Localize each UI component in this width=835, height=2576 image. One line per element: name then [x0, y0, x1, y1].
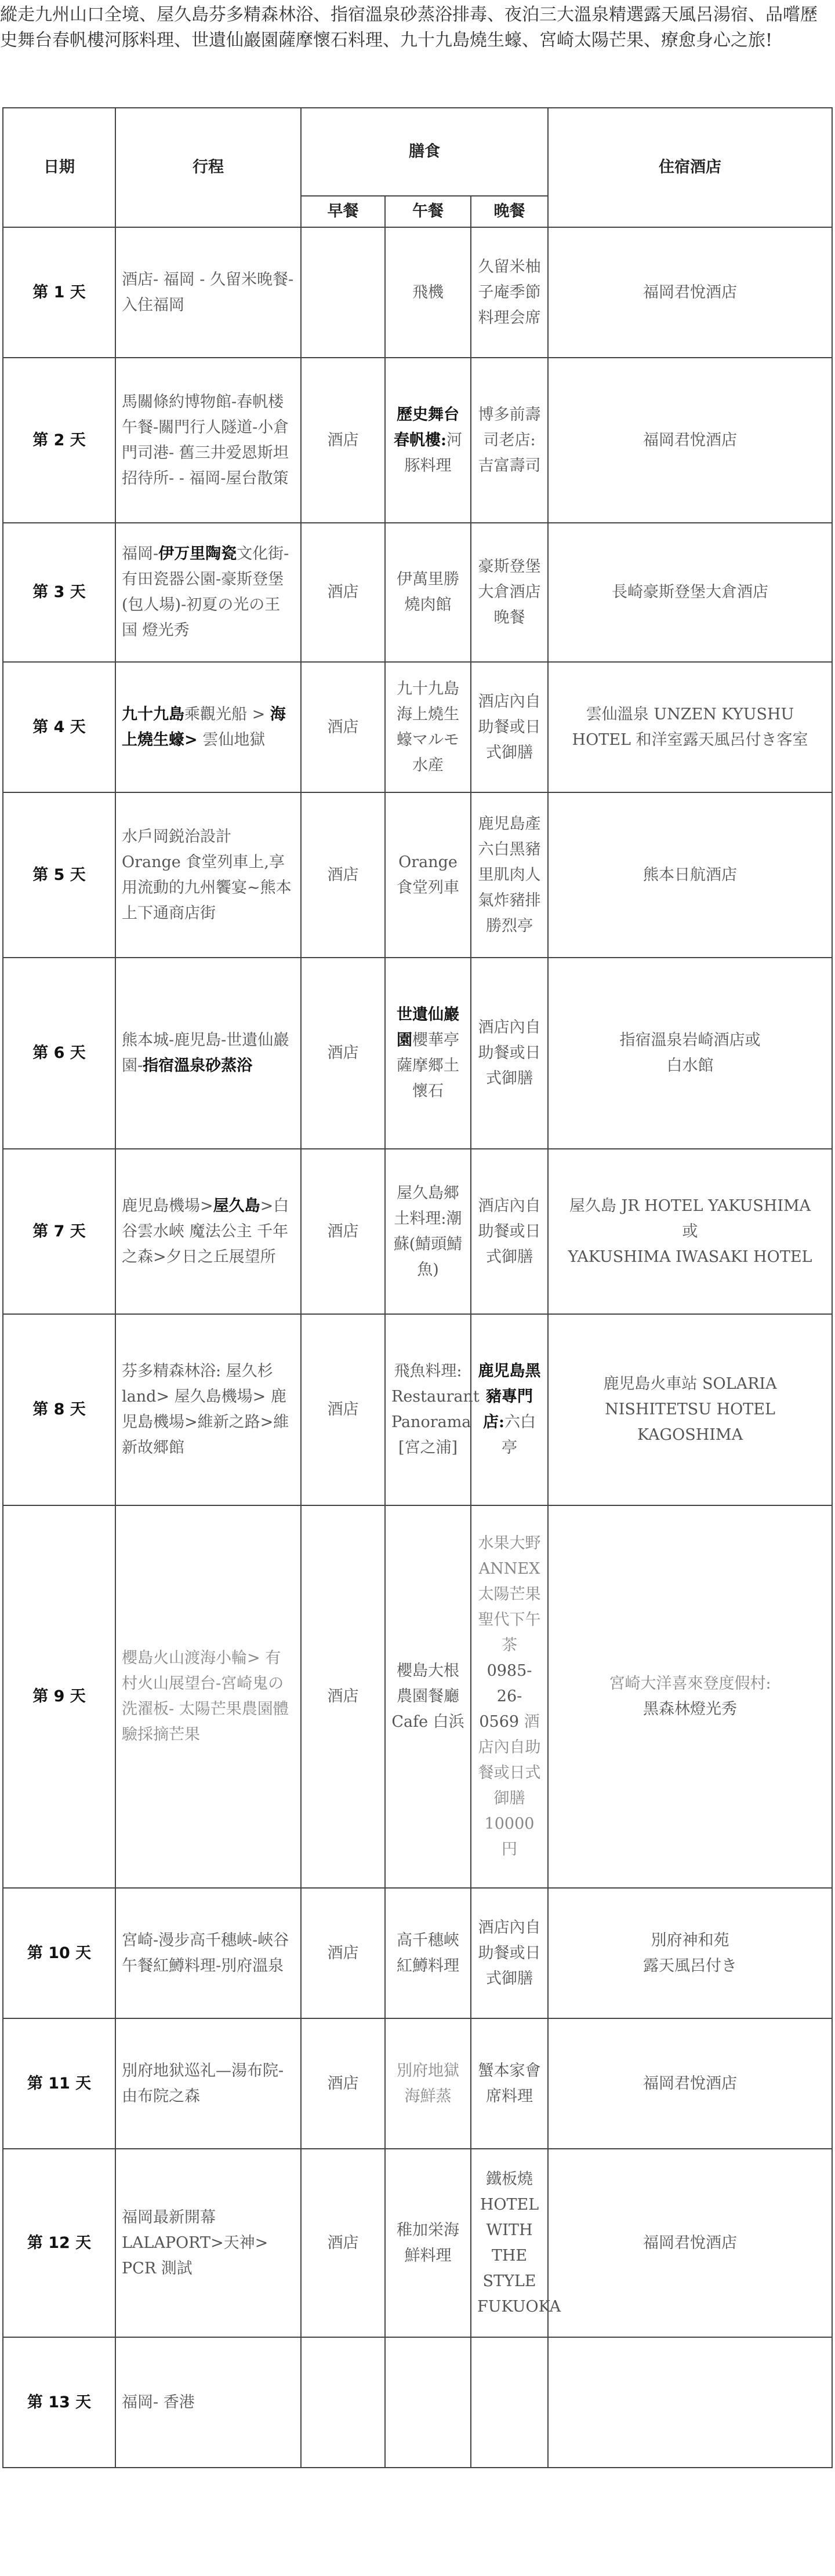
lunch-cell: [385, 2337, 471, 2468]
lunch-text: Orange 食堂列車: [397, 853, 459, 897]
day-cell: 第 7 天: [3, 1149, 115, 1314]
hotel-text: 黑森林燈光秀: [643, 1700, 738, 1718]
dinner-text: 豪斯登堡大倉酒店晚餐: [478, 558, 541, 627]
hotel-text: 福岡君悅酒店: [643, 431, 738, 449]
day-cell: 第 6 天: [3, 958, 115, 1149]
breakfast-cell: 酒店: [301, 958, 385, 1149]
lunch-text: 九十九島海上燒生蠔マルモ水産: [397, 679, 459, 774]
intro-text: 縱走九州山口全境、屋久島芬多精森林浴、指宿溫泉砂蒸浴排毒、夜泊三大溫泉精選露天風呂湯宿、品嚐歷史舞台春帆樓河豚料理、世遺仙巖園薩摩懷石料理、九十九島燒生蠔、宮崎太陽芒果、療愈身心之旅!: [0, 5, 818, 50]
breakfast-cell: 酒店: [301, 662, 385, 792]
day-cell: 第 4 天: [3, 662, 115, 792]
hotel-cell: [548, 1505, 832, 1888]
route-text: 芬多精森林浴: 屋久杉 land> 屋久島機場> 鹿児島機場>維新之路>維新故郷館: [122, 1362, 289, 1457]
dinner-cell: [471, 523, 548, 662]
dinner-cell: [471, 1314, 548, 1505]
lunch-text: 別府地獄海鮮蒸: [397, 2061, 459, 2105]
dinner-text: 鹿児島黑豬專門店:: [478, 1362, 541, 1431]
route-cell: [115, 2337, 301, 2468]
hotel-text: 福岡君悅酒店: [643, 283, 738, 301]
dinner-cell: [471, 1505, 548, 1888]
lunch-cell: [385, 227, 471, 358]
hotel-cell: [548, 958, 832, 1149]
hotel-cell: [548, 523, 832, 662]
lunch-text: 飛機: [412, 283, 444, 301]
route-text: 水戶岡鋭治設計 Orange 食堂列車上,享用流動的九州饗宴~熊本上下通商店街: [122, 827, 292, 922]
day-cell: 第 1 天: [3, 227, 115, 358]
hotel-cell: [548, 1314, 832, 1505]
route-text: 伊万里陶瓷: [158, 545, 237, 563]
dinner-cell: [471, 358, 548, 523]
itinerary-row: [3, 792, 832, 958]
route-cell: [115, 227, 301, 358]
breakfast-cell: 酒店: [301, 1149, 385, 1314]
dinner-cell: [471, 792, 548, 958]
header-route: 行程: [115, 108, 301, 227]
hotel-cell: [548, 662, 832, 792]
lunch-text: 屋久島郷土料理:潮蘇(鯖頭鯖魚): [393, 1184, 463, 1279]
route-cell: [115, 523, 301, 662]
lunch-cell: [385, 358, 471, 523]
breakfast-cell: 酒店: [301, 523, 385, 662]
day-cell: 第 5 天: [3, 792, 115, 958]
hotel-text: 福岡君悅酒店: [643, 2233, 738, 2252]
lunch-cell: [385, 2149, 471, 2337]
breakfast-cell: 酒店: [301, 2018, 385, 2149]
dinner-text: 久留米柚子庵季節料理会席: [478, 257, 541, 327]
header-hotel: 住宿酒店: [548, 108, 832, 227]
day-cell: 第 13 天: [3, 2337, 115, 2468]
hotel-cell: [548, 227, 832, 358]
breakfast-cell: 酒店: [301, 1314, 385, 1505]
route-cell: [115, 1149, 301, 1314]
lunch-cell: [385, 792, 471, 958]
itinerary-row: [3, 227, 832, 358]
route-text: 屋久島: [213, 1196, 260, 1215]
route-text: 熊本城-鹿児島-世遺仙巖園-: [122, 1031, 289, 1075]
route-cell: [115, 358, 301, 523]
route-text: 鹿児島機場>: [122, 1196, 213, 1215]
route-cell: [115, 2018, 301, 2149]
lunch-cell: [385, 523, 471, 662]
hotel-text: 別府神和苑: [651, 1931, 729, 1949]
header-dinner: 晚餐: [471, 196, 548, 227]
route-text: 福岡- 香港: [122, 2393, 195, 2411]
route-text: 海上燒生蠔>: [122, 705, 286, 749]
dinner-cell: [471, 2337, 548, 2468]
itinerary-row: [3, 1505, 832, 1888]
dinner-text: 鐵板燒 HOTEL WITH THE STYLE FUKUOKA: [477, 2170, 561, 2316]
itinerary-row: [3, 358, 832, 523]
route-text: 雲仙地獄: [197, 730, 266, 749]
itinerary-row: [3, 2018, 832, 2149]
hotel-cell: [548, 358, 832, 523]
itinerary-row: [3, 1888, 832, 2018]
lunch-cell: [385, 2018, 471, 2149]
lunch-cell: [385, 1888, 471, 2018]
route-cell: [115, 1314, 301, 1505]
route-cell: [115, 662, 301, 792]
day-cell: 第 11 天: [3, 2018, 115, 2149]
breakfast-cell: 酒店: [301, 792, 385, 958]
itinerary-table: [2, 107, 833, 2468]
route-cell: [115, 2149, 301, 2337]
route-text: 指宿溫泉砂蒸浴: [143, 1057, 253, 1075]
route-text: 櫻島火山渡海小輪> 有村火山展望台-宮崎鬼の洗濯板- 太陽芒果農園體驗採摘芒果: [122, 1649, 289, 1744]
dinner-text: 酒店內自助餐或日式御膳: [478, 1918, 541, 1988]
day-cell: 第 9 天: [3, 1505, 115, 1888]
itinerary-row: [3, 662, 832, 792]
lunch-text: 稚加栄海鮮料理: [397, 2221, 459, 2265]
breakfast-cell: 酒店: [301, 1888, 385, 2018]
hotel-cell: [548, 792, 832, 958]
route-text: 文化街-有田瓷器公園-豪斯登堡(包人場)-初夏の光の王国 燈光秀: [122, 545, 289, 639]
lunch-text: 櫻華亭薩摩郷土懷石: [397, 1031, 459, 1100]
itinerary-row: [3, 2337, 832, 2468]
dinner-text: 酒店內自助餐或日式御膳: [478, 692, 541, 762]
lunch-text: 伊萬里勝燒肉館: [397, 570, 459, 614]
breakfast-cell: [301, 2337, 385, 2468]
hotel-text: 雲仙溫泉 UNZEN KYUSHU HOTEL 和洋室露天風呂付き客室: [572, 705, 808, 749]
hotel-text: 鹿児島火車站 SOLARIA NISHITETSU HOTEL KAGOSHIMA: [603, 1375, 777, 1444]
itinerary-row: [3, 958, 832, 1149]
dinner-text: 博多前壽司老店:吉富壽司: [478, 405, 541, 475]
breakfast-cell: 酒店: [301, 358, 385, 523]
dinner-cell: [471, 227, 548, 358]
route-cell: [115, 1888, 301, 2018]
day-cell: 第 12 天: [3, 2149, 115, 2337]
dinner-text: 酒店內自助餐或日式御膳 10000 円: [478, 1713, 541, 1858]
hotel-text: 宮崎大洋喜來登度假村:: [609, 1675, 771, 1693]
itinerary-row: [3, 523, 832, 662]
route-text: 福岡最新開幕 LALAPORT>天神> PCR 測試: [122, 2208, 268, 2277]
dinner-text: 鹿児島產六白黑豬里肌肉人氣炸豬排 勝烈亭: [478, 814, 541, 935]
itinerary-row: [3, 1149, 832, 1314]
route-cell: [115, 958, 301, 1149]
lunch-text: 高千穗峽紅鱒料理: [397, 1931, 459, 1975]
lunch-cell: [385, 1314, 480, 1505]
route-text: 乘觀光船 >: [184, 705, 270, 723]
day-cell: 第 2 天: [3, 358, 115, 523]
route-text: 別府地狱巡礼—湯布院- 由布院之森: [122, 2061, 284, 2105]
lunch-text: 河豚料理: [404, 431, 462, 475]
hotel-text: 指宿溫泉岩崎酒店或: [619, 1031, 761, 1049]
hotel-cell: [548, 2018, 832, 2149]
dinner-cell: [471, 662, 548, 792]
breakfast-cell: 酒店: [301, 2149, 385, 2337]
header-meals: 膳食: [301, 108, 548, 196]
route-text: 酒店- 福岡 - 久留米晚餐-入住福岡: [122, 270, 294, 314]
route-cell: [115, 792, 301, 958]
lunch-text: 世遺仙巖園: [397, 1006, 459, 1049]
header-breakfast: 早餐: [301, 196, 385, 227]
lunch-cell: [385, 662, 471, 792]
route-text: 宮崎-漫步高千穗峽-峽谷午餐紅鱒料理-別府溫泉: [122, 1931, 289, 1975]
header-lunch: 午餐: [385, 196, 471, 227]
hotel-cell: [548, 1149, 832, 1314]
hotel-text: 長崎豪斯登堡大倉酒店: [612, 583, 769, 601]
dinner-text: 酒店內自助餐或日式御膳: [478, 1196, 541, 1266]
hotel-text: 露天風呂付き: [643, 1956, 738, 1975]
dinner-cell: [471, 958, 548, 1149]
hotel-text: 白水館: [666, 1057, 714, 1075]
dinner-text: 水果大野 ANNEX 太陽芒果聖代下午茶: [478, 1534, 541, 1654]
dinner-cell: [471, 2149, 561, 2337]
hotel-text: YAKUSHIMA IWASAKI HOTEL: [568, 1247, 812, 1266]
hotel-cell: [548, 2337, 832, 2468]
lunch-cell: [385, 1505, 471, 1888]
hotel-text: 或: [682, 1222, 698, 1240]
dinner-text: 酒店內自助餐或日式御膳: [478, 1018, 541, 1087]
day-cell: 第 3 天: [3, 523, 115, 662]
breakfast-cell: 酒店: [301, 1505, 385, 1888]
route-cell: [115, 1505, 301, 1888]
dinner-text: 蟹本家會席料理: [478, 2061, 541, 2105]
header-day: 日期: [3, 108, 115, 227]
hotel-cell: [548, 1888, 832, 2018]
lunch-text: 歷史舞台春帆樓:: [394, 405, 459, 449]
breakfast-cell: [301, 227, 385, 358]
hotel-text: 福岡君悅酒店: [643, 2074, 738, 2093]
route-text: >白谷雲水峽 魔法公主 千年之森>夕日之丘展望所: [122, 1196, 289, 1266]
lunch-text: 櫻島大根農園餐廳 Cafe 白浜: [391, 1662, 464, 1731]
dinner-text: 0985-26-0569: [479, 1662, 532, 1731]
dinner-cell: [471, 1888, 548, 2018]
day-cell: 第 10 天: [3, 1888, 115, 2018]
route-text: 馬關條約博物館-春帆楼午餐-關門行人隧道-小倉門司港- 舊三井爱恩斯坦招待所- - 福岡-屋台散策: [122, 392, 289, 487]
hotel-text: 屋久島 JR HOTEL YAKUSHIMA: [569, 1196, 811, 1215]
lunch-cell: [385, 1149, 471, 1314]
lunch-cell: [385, 958, 471, 1149]
day-cell: 第 8 天: [3, 1314, 115, 1505]
hotel-text: 熊本日航酒店: [643, 865, 738, 884]
hotel-cell: [548, 2149, 832, 2337]
lunch-text: 飛魚料理: Restaurant Panorama [宮之浦]: [391, 1362, 480, 1457]
route-text: 九十九島: [122, 705, 184, 723]
dinner-cell: [471, 1149, 548, 1314]
dinner-text: 六白亭: [502, 1413, 536, 1457]
dinner-cell: [471, 2018, 548, 2149]
itinerary-row: [3, 1314, 832, 1505]
route-text: 福岡-: [122, 545, 159, 563]
itinerary-row: [3, 2149, 832, 2337]
